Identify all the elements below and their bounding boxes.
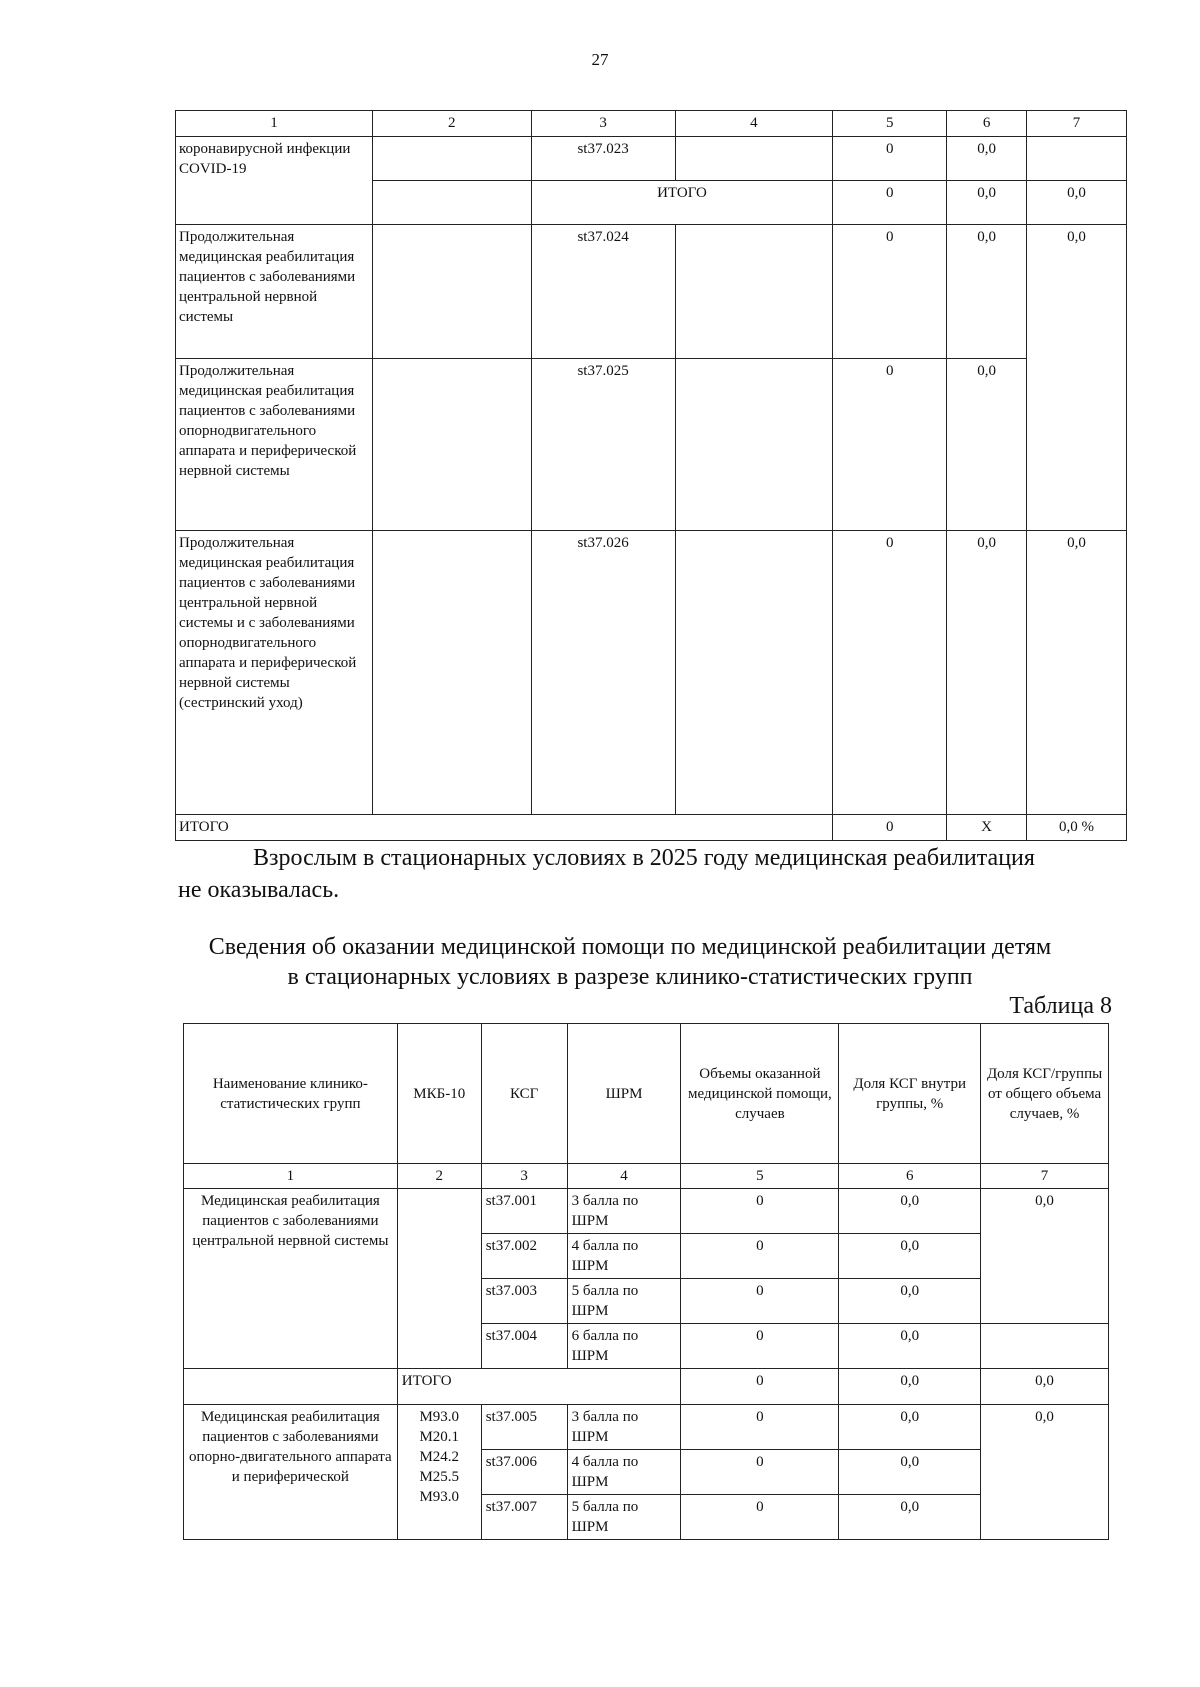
table-label: Таблица 8 xyxy=(1009,993,1112,1019)
table-row xyxy=(184,1405,1109,1450)
share-total xyxy=(981,1324,1109,1369)
col-number: 7 xyxy=(981,1164,1109,1189)
column-number-row xyxy=(176,111,1127,137)
group-name: коронавирусной инфекции COVID-19 xyxy=(176,137,373,225)
ksg-code: st37.001 xyxy=(481,1189,567,1234)
group-name: Продолжительная медицинская реабилитация пациентов с заболеваниями центральной нервной системы xyxy=(176,225,373,359)
shrm-cell xyxy=(675,137,833,181)
shrm-score: 3 балла по ШРМ xyxy=(567,1405,681,1450)
column-header: Доля КСГ внутри группы, % xyxy=(839,1024,981,1164)
share-in-group: 0,0 xyxy=(839,1405,981,1450)
mkb-cell xyxy=(397,1189,481,1369)
shrm-score: 4 балла по ШРМ xyxy=(567,1234,681,1279)
share-total: 0,0 % xyxy=(1027,815,1127,841)
share-in-group: 0,0 xyxy=(839,1279,981,1324)
total-row xyxy=(184,1369,1109,1405)
heading-line: в стационарных условиях в разрезе клинико-статистических групп xyxy=(287,964,973,990)
page-number: 27 xyxy=(591,50,609,69)
mkb-codes: M93.0 M20.1 M24.2 M25.5 M93.0 xyxy=(397,1405,481,1540)
share-in-group: 0,0 xyxy=(839,1495,981,1540)
col-number: 2 xyxy=(397,1164,481,1189)
ksg-code: st37.002 xyxy=(481,1234,567,1279)
share-in-group: 0,0 xyxy=(947,531,1027,815)
share-in-group: 0,0 xyxy=(947,181,1027,225)
shrm-score: 5 балла по ШРМ xyxy=(567,1495,681,1540)
group-name-cont xyxy=(184,1369,398,1405)
share-total: 0,0 xyxy=(981,1405,1109,1540)
shrm-score: 3 балла по ШРМ xyxy=(567,1189,681,1234)
ksg-code: st37.006 xyxy=(481,1450,567,1495)
column-header: Наименование клинико-статистических групп xyxy=(184,1024,398,1164)
share-in-group: 0,0 xyxy=(839,1189,981,1234)
col-number: 5 xyxy=(681,1164,839,1189)
share-in-group: 0,0 xyxy=(839,1450,981,1495)
cases-value: 0 xyxy=(833,181,947,225)
shrm-cell xyxy=(675,359,833,531)
group-name: Медицинская реабилитация пациентов с заболеваниями центральной нервной системы xyxy=(184,1189,398,1369)
shrm-score: 6 балла по ШРМ xyxy=(567,1324,681,1369)
cases-value: 0 xyxy=(681,1369,839,1405)
table-row xyxy=(176,225,1127,359)
shrm-cell xyxy=(675,531,833,815)
col-number: 6 xyxy=(947,111,1027,137)
cases-value: 0 xyxy=(833,359,947,531)
share-total xyxy=(1027,137,1127,181)
cases-value: 0 xyxy=(833,225,947,359)
ksg-code: st37.003 xyxy=(481,1279,567,1324)
cases-value: 0 xyxy=(681,1450,839,1495)
share-in-group: Х xyxy=(947,815,1027,841)
table-row xyxy=(184,1189,1109,1234)
shrm-cell xyxy=(675,225,833,359)
header-row xyxy=(184,1024,1109,1164)
column-number-row xyxy=(184,1164,1109,1189)
col-number: 3 xyxy=(531,111,675,137)
col-number: 7 xyxy=(1027,111,1127,137)
col-number: 6 xyxy=(839,1164,981,1189)
group-name: Медицинская реабилитация пациентов с заболеваниями опорно-двигательного аппарата и периферической xyxy=(184,1405,398,1540)
group-name: Продолжительная медицинская реабилитация пациентов с заболеваниями опорнодвигательного аппарата и периферической нервной системы xyxy=(176,359,373,531)
note-line: Взрослым в стационарных условиях в 2025 году медицинская реабилитация xyxy=(253,845,1035,871)
share-in-group: 0,0 xyxy=(947,225,1027,359)
mkb-cell xyxy=(372,137,531,181)
adult-rehab-table xyxy=(175,110,1127,841)
col-number: 4 xyxy=(567,1164,681,1189)
children-rehab-table xyxy=(183,1023,1109,1540)
share-in-group: 0,0 xyxy=(839,1369,981,1405)
cases-value: 0 xyxy=(833,137,947,181)
share-in-group: 0,0 xyxy=(839,1234,981,1279)
table-row xyxy=(176,137,1127,181)
col-number: 2 xyxy=(372,111,531,137)
column-header: ШРМ xyxy=(567,1024,681,1164)
total-label: ИТОГО xyxy=(176,815,833,841)
shrm-score: 4 балла по ШРМ xyxy=(567,1450,681,1495)
ksg-code: st37.007 xyxy=(481,1495,567,1540)
ksg-code: st37.026 xyxy=(531,531,675,815)
mkb-cell xyxy=(372,531,531,815)
adult-rehab-note xyxy=(178,842,1123,906)
share-total: 0,0 xyxy=(981,1369,1109,1405)
share-in-group: 0,0 xyxy=(839,1324,981,1369)
column-header: КСГ xyxy=(481,1024,567,1164)
cases-value: 0 xyxy=(681,1405,839,1450)
ksg-code: st37.004 xyxy=(481,1324,567,1369)
share-in-group: 0,0 xyxy=(947,359,1027,531)
ksg-code: st37.025 xyxy=(531,359,675,531)
col-number: 5 xyxy=(833,111,947,137)
column-header: Доля КСГ/группы от общего объема случаев, % xyxy=(981,1024,1109,1164)
table-row xyxy=(176,531,1127,815)
share-total: 0,0 xyxy=(981,1189,1109,1324)
shrm-score: 5 балла по ШРМ xyxy=(567,1279,681,1324)
cases-value: 0 xyxy=(681,1189,839,1234)
section-heading xyxy=(150,932,1110,992)
ksg-code: st37.023 xyxy=(531,137,675,181)
cases-value: 0 xyxy=(681,1324,839,1369)
total-label: ИТОГО xyxy=(397,1369,681,1405)
total-label: ИТОГО xyxy=(531,181,833,225)
cases-value: 0 xyxy=(833,531,947,815)
mkb-cell xyxy=(372,225,531,359)
share-total: 0,0 xyxy=(1027,531,1127,815)
cases-value: 0 xyxy=(681,1279,839,1324)
share-in-group: 0,0 xyxy=(947,137,1027,181)
heading-line: Сведения об оказании медицинской помощи по медицинской реабилитации детям xyxy=(208,934,1052,960)
mkb-cell xyxy=(372,181,531,225)
cases-value: 0 xyxy=(833,815,947,841)
column-header: Объемы оказанной медицинской помощи, случаев xyxy=(681,1024,839,1164)
grand-total-row xyxy=(176,815,1127,841)
share-total: 0,0 xyxy=(1027,181,1127,225)
col-number: 1 xyxy=(176,111,373,137)
note-line: не оказывалась. xyxy=(178,877,340,903)
ksg-code: st37.024 xyxy=(531,225,675,359)
ksg-code: st37.005 xyxy=(481,1405,567,1450)
share-total: 0,0 xyxy=(1027,225,1127,531)
column-header: МКБ-10 xyxy=(397,1024,481,1164)
cases-value: 0 xyxy=(681,1495,839,1540)
col-number: 4 xyxy=(675,111,833,137)
group-name: Продолжительная медицинская реабилитация пациентов с заболеваниями центральной нервной системы и с заболеваниями опорнодвигательного аппарата и периферической нервной системы (сестринский уход) xyxy=(176,531,373,815)
table-row xyxy=(176,359,1127,531)
col-number: 3 xyxy=(481,1164,567,1189)
mkb-cell xyxy=(372,359,531,531)
col-number: 1 xyxy=(184,1164,398,1189)
cases-value: 0 xyxy=(681,1234,839,1279)
